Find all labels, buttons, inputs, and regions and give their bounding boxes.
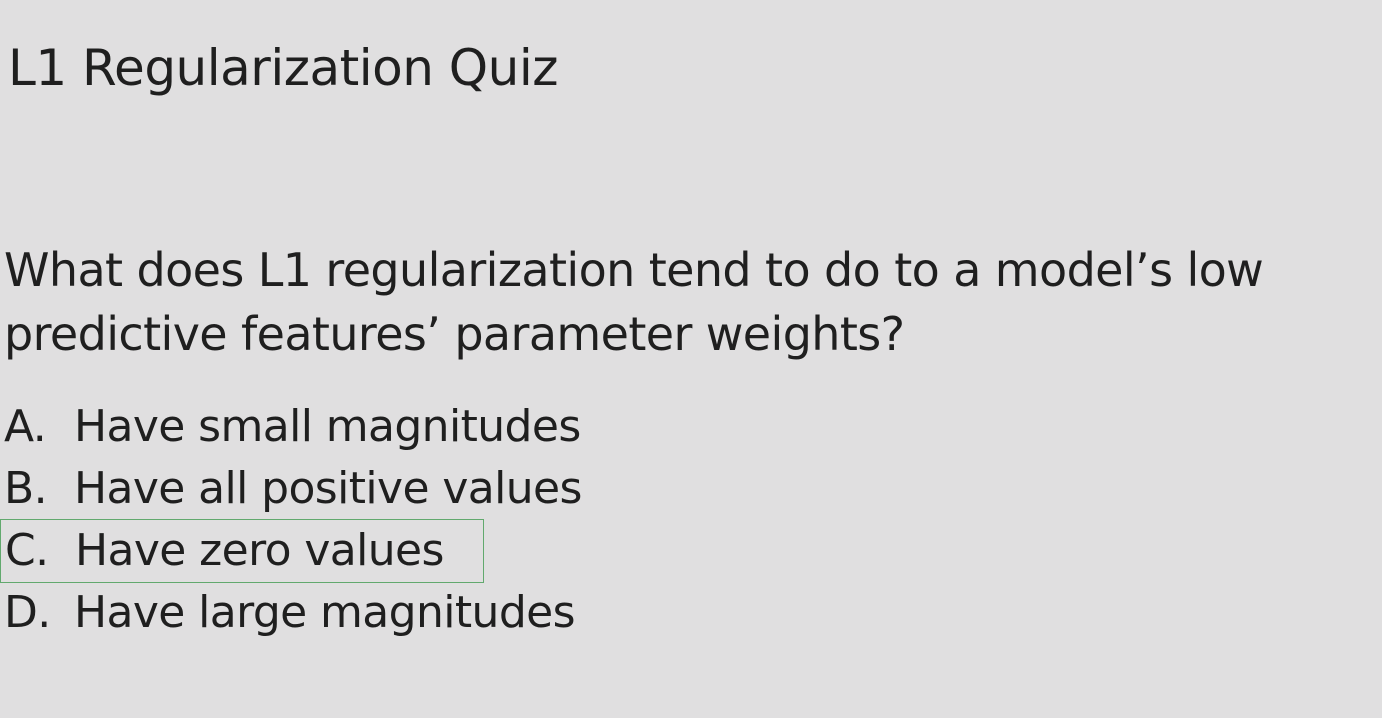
option-text: Have large magnitudes [74,587,575,638]
option-letter: B. [4,463,47,514]
answer-option-a[interactable] [0,396,582,458]
answer-options-list [0,396,582,644]
option-text: Have small magnitudes [74,401,581,452]
quiz-question: What does L1 regularization tend to do to a model’s low predictive features’ parameter weights? [4,243,1264,361]
option-letter: A. [4,401,47,452]
slide-title: L1 Regularization Quiz [8,39,558,97]
answer-option-c-selected[interactable] [0,519,484,583]
answer-option-d[interactable] [0,582,582,644]
option-letter: C. [5,525,49,576]
option-text: Have all positive values [74,463,582,514]
answer-option-b[interactable] [0,458,582,520]
option-text: Have zero values [75,525,444,576]
option-letter: D. [4,587,51,638]
